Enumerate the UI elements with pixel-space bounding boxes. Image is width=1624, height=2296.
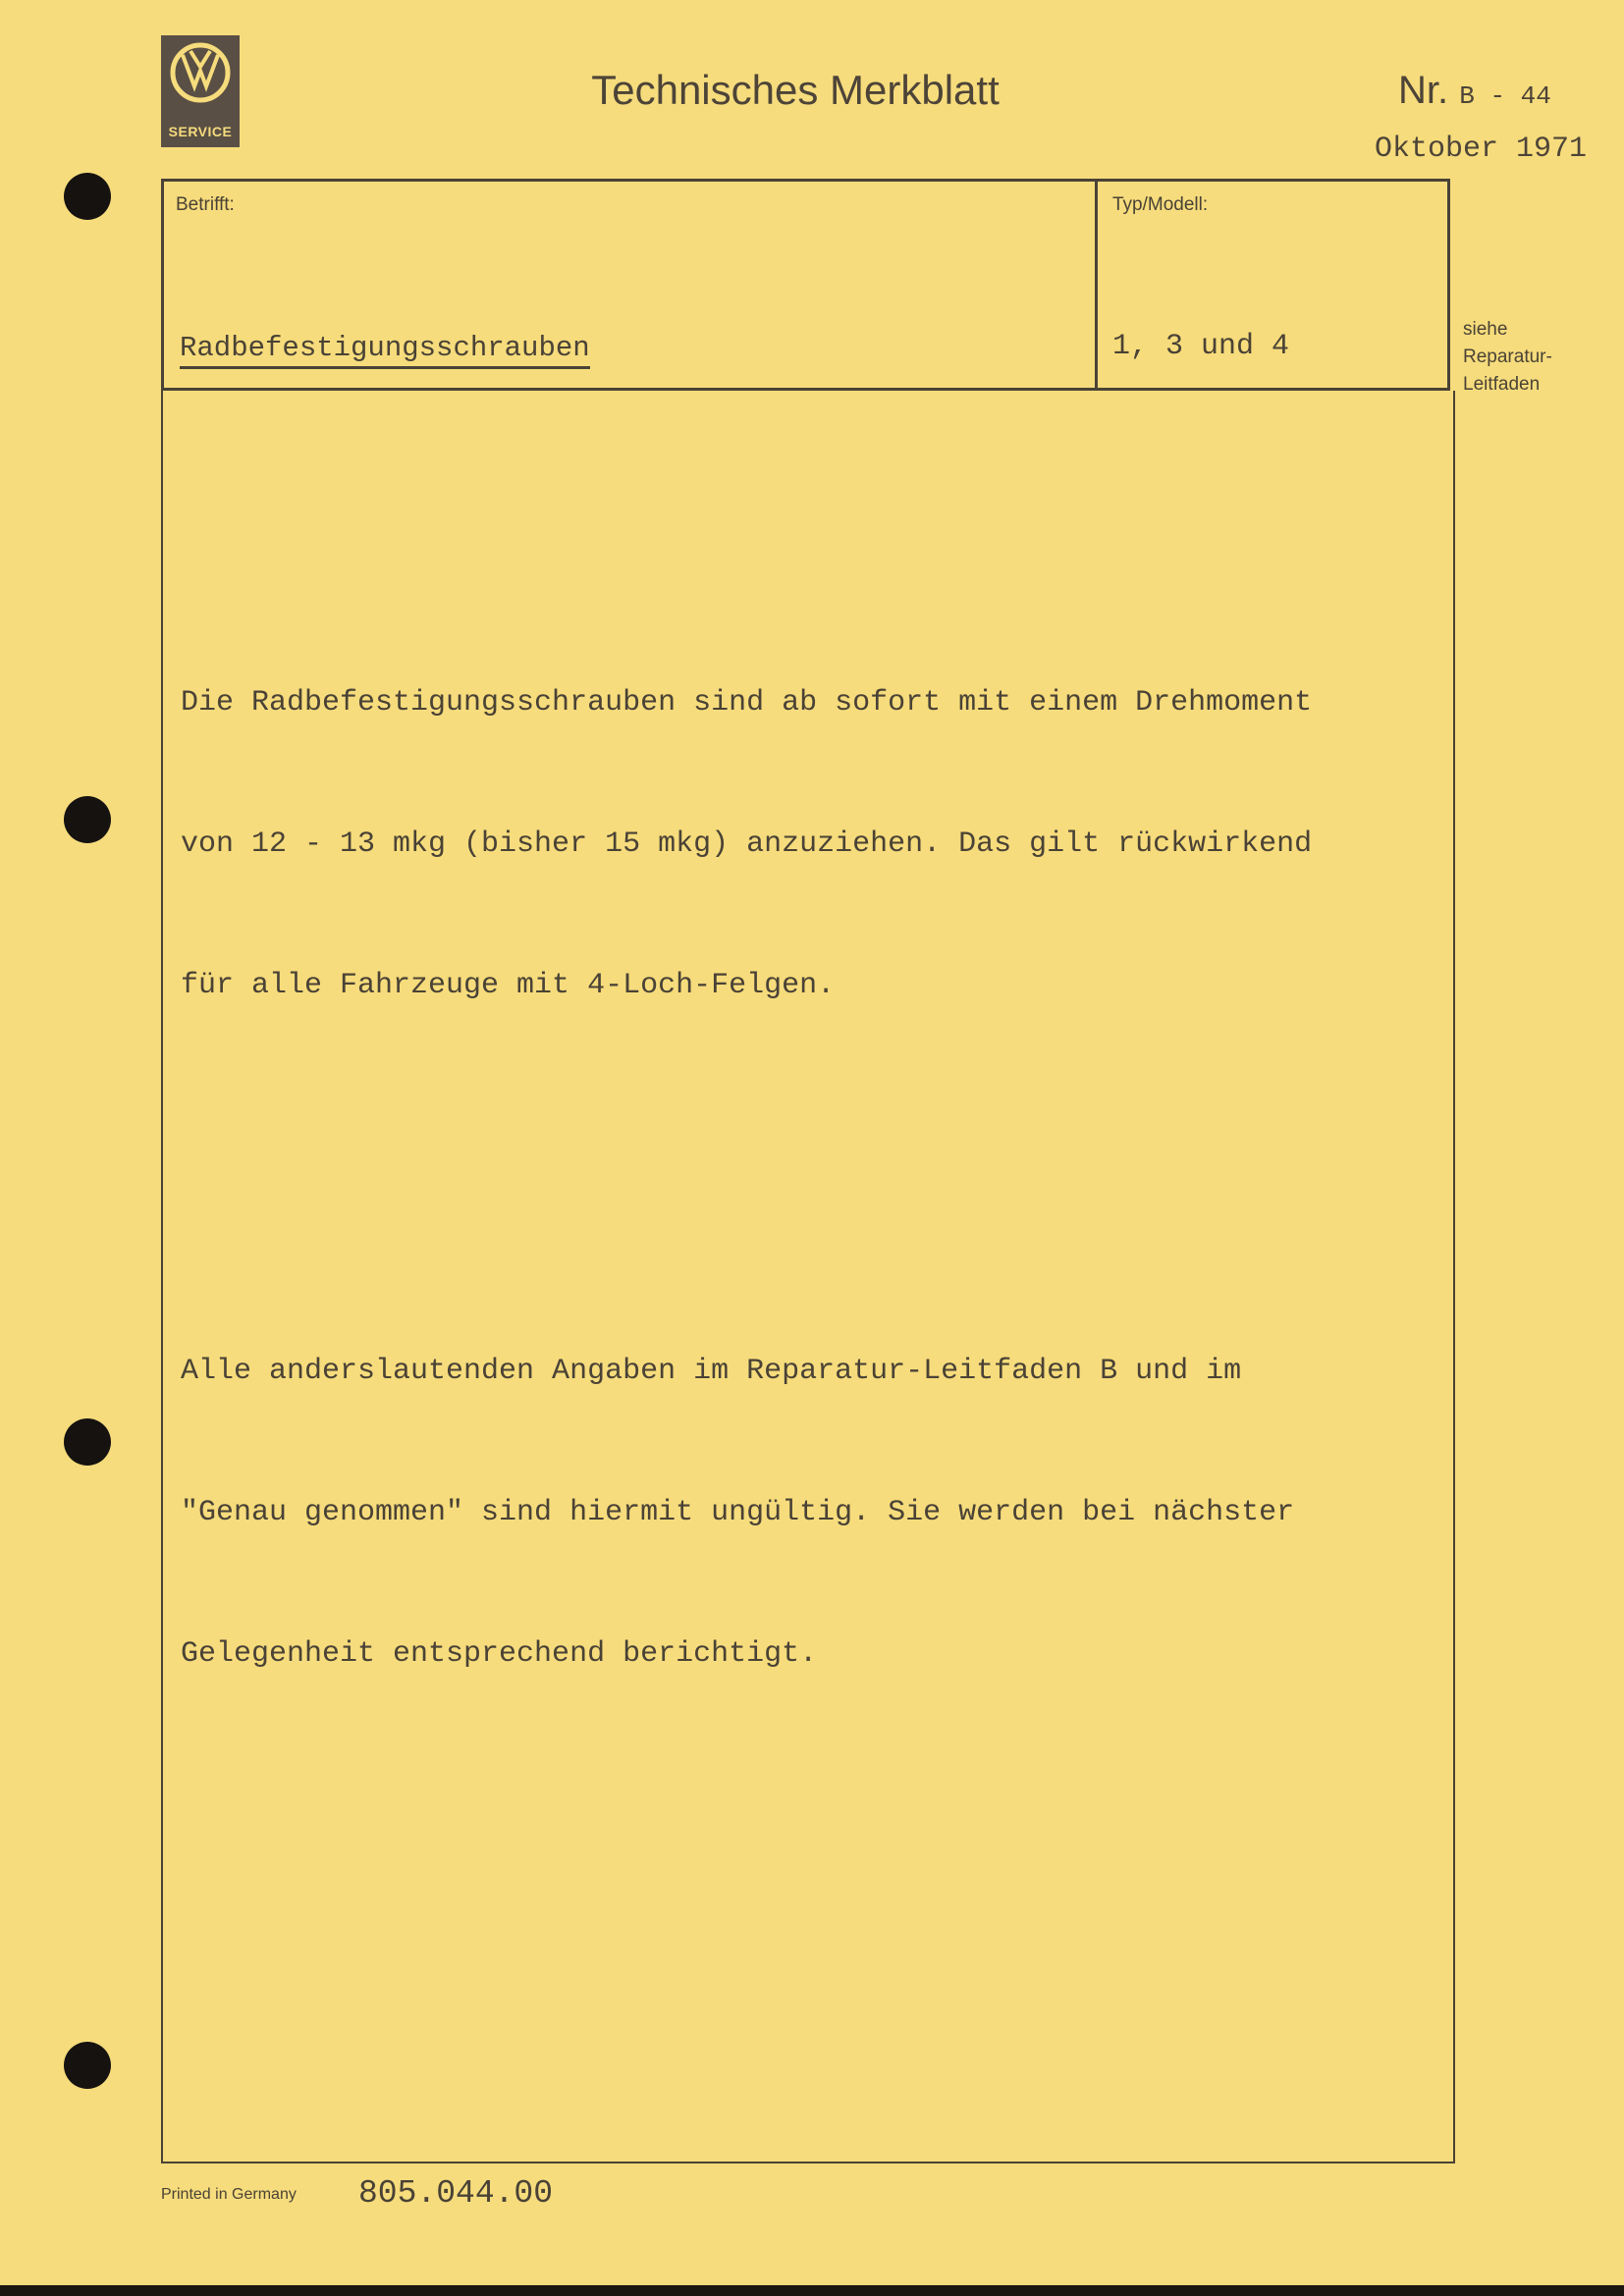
side-note-line: siehe (1463, 319, 1508, 340)
punch-hole (64, 173, 111, 220)
punch-hole (64, 1418, 111, 1466)
text-line: Alle anderslautenden Angaben im Reparatur-Leitfaden B und im (181, 1355, 1242, 1388)
betrifft-label: Betrifft: (176, 194, 235, 215)
nr-label: Nr. (1398, 69, 1449, 112)
subject-value: Radbefestigungsschrauben (180, 332, 590, 369)
text-line: Gelegenheit entsprechend berichtigt. (181, 1637, 818, 1671)
text-line: von 12 - 13 mkg (bisher 15 mkg) anzuziehen. Das gilt rückwirkend (181, 828, 1313, 861)
form-code: 805.044.00 (358, 2175, 554, 2212)
typ-modell-label: Typ/Modell: (1112, 194, 1209, 215)
text-line: "Genau genommen" sind hiermit ungültig. Sie werden bei nächster (181, 1496, 1295, 1529)
text-line: für alle Fahrzeuge mit 4-Loch-Felgen. (181, 969, 836, 1002)
text-line: Die Radbefestigungsschrauben sind ab sofort mit einem Drehmoment (181, 686, 1313, 720)
document-date: Oktober 1971 (1375, 133, 1588, 166)
model-value: 1, 3 und 4 (1112, 330, 1290, 363)
printed-in-germany: Printed in Germany (161, 2186, 297, 2203)
document-number (1398, 69, 1551, 113)
scan-edge (0, 2285, 1624, 2296)
punch-hole (64, 2042, 111, 2089)
paragraph (181, 1254, 1312, 1772)
logo-service-text: SERVICE (168, 124, 233, 139)
body-text (181, 491, 1312, 1875)
side-note (1463, 316, 1552, 399)
side-note-line: Reparatur- (1463, 347, 1552, 367)
page-title: Technisches Merkblatt (591, 67, 1000, 113)
side-note-line: Leitfaden (1463, 374, 1541, 395)
column-divider (1095, 179, 1098, 391)
paragraph (181, 585, 1312, 1103)
punch-hole (64, 796, 111, 843)
nr-value: B - 44 (1459, 81, 1551, 111)
